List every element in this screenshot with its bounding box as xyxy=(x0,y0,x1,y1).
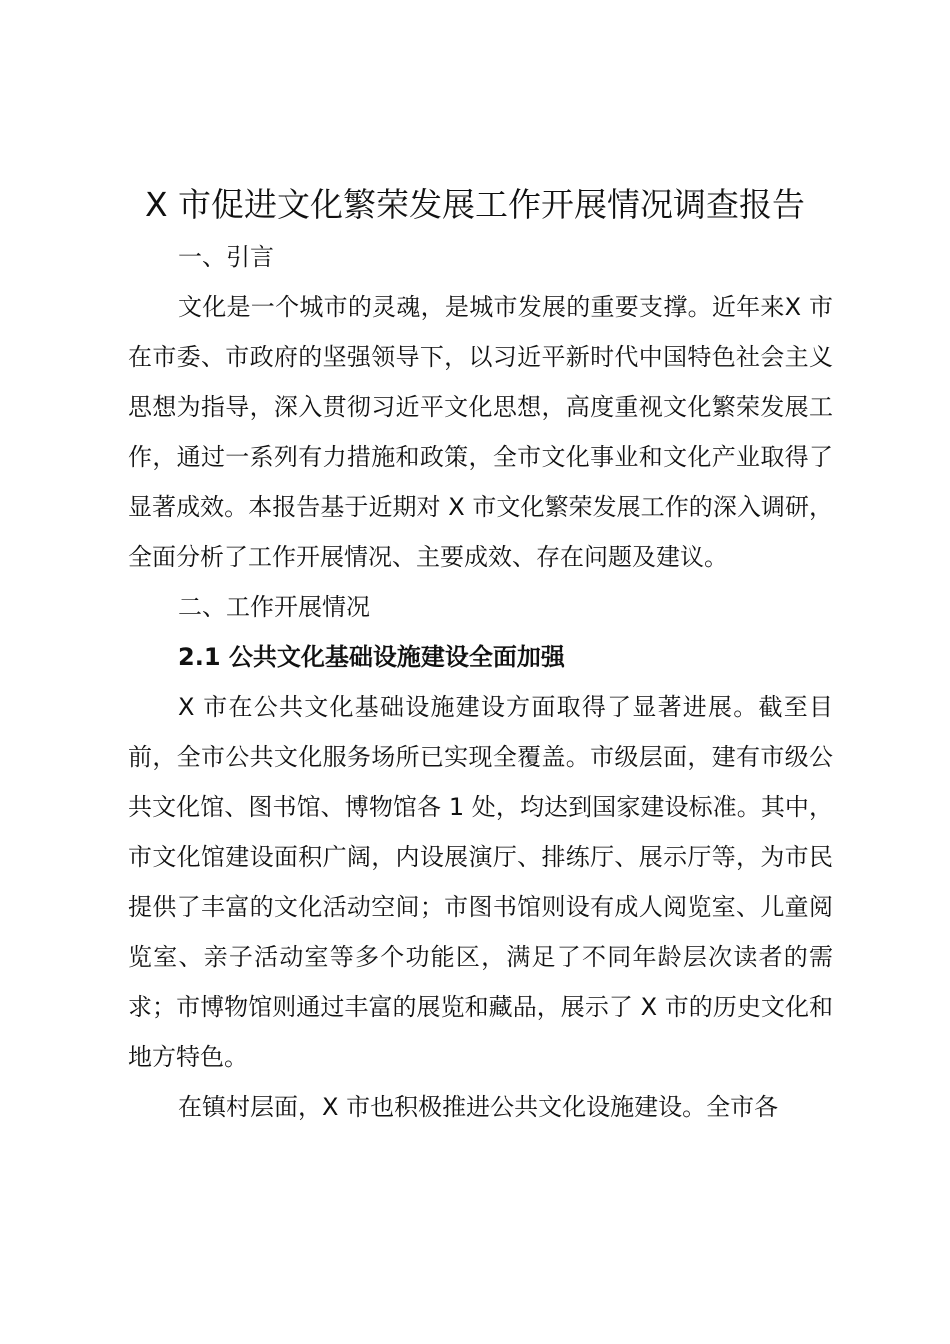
document-title: X 市促进文化繁荣发展工作开展情况调查报告 xyxy=(144,185,806,224)
paragraph-infrastructure: X 市在公共文化基础设施建设方面取得了显著进展。截至目前，全市公共文化服务场所已实现全覆盖。市级层面，建有市级公共文化馆、图书馆、博物馆各 1 处，均达到国家建设标准。其中，市文化馆建设面积广阔，内设展演厅、排练厅、展示厅等，为市民提供了丰富的文化活动空间；市图书馆则设有成人阅览室、儿童阅览室、亲子活动室等多个功能区，满足了不同年龄层次读者的需求；市博物馆则通过丰富的展览和藏品，展示了 X 市的历史文化和地方特色。 xyxy=(128,693,833,1071)
paragraph-township-level: 在镇村层面，X 市也积极推进公共文化设施建设。全市各 xyxy=(178,1093,779,1121)
document-body xyxy=(128,232,833,1132)
paragraph-introduction: 文化是一个城市的灵魂，是城市发展的重要支撑。近年来X 市在市委、市政府的坚强领导下，以习近平新时代中国特色社会主义思想为指导，深入贯彻习近平文化思想，高度重视文化繁荣发展工作，通过一系列有力措施和政策，全市文化事业和文化产业取得了显著成效。本报告基于近期对 X 市文化繁荣发展工作的深入调研，全面分析了工作开展情况、主要成效、存在问题及建议。 xyxy=(128,293,833,571)
section-heading-work-status: 二、工作开展情况 xyxy=(178,593,370,621)
subsection-heading-infrastructure: 2.1 公共文化基础设施建设全面加强 xyxy=(178,643,565,671)
section-heading-introduction: 一、引言 xyxy=(178,243,274,271)
